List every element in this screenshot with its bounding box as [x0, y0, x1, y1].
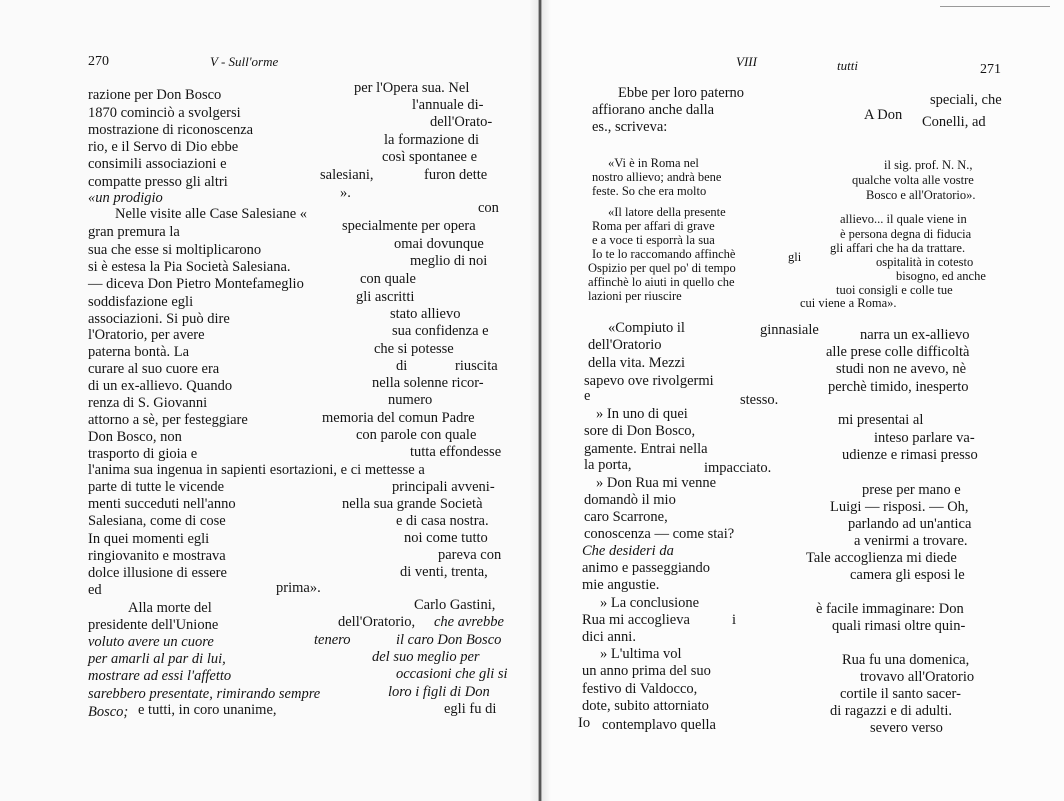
text-line: conoscenza — come stai?: [584, 526, 735, 542]
text-line: Salesiana, come di cose: [88, 513, 226, 529]
text-line: «Il latore della presente: [608, 205, 726, 219]
text-line: Rua fu una domenica,: [842, 652, 970, 668]
text-line: riuscita: [455, 358, 498, 374]
text-line: tuoi consigli e colle tue: [836, 283, 953, 297]
text-line: mostrare ad essi l'affetto: [88, 668, 232, 684]
text-line: curare al suo cuore era: [88, 361, 220, 377]
text-line: prima».: [276, 580, 321, 596]
text-line: un anno prima del suo: [582, 663, 711, 679]
text-line: 1870 cominciò a svolgersi: [88, 105, 241, 121]
text-line: «Compiuto il: [608, 320, 685, 336]
text-line: Rua mi accoglieva: [582, 612, 690, 628]
text-line: si è estesa la Pia Società Salesiana.: [88, 259, 291, 275]
text-line: Don Bosco, non: [88, 429, 182, 445]
text-line: la porta,: [584, 457, 632, 473]
text-line: associazioni. Si può dire: [88, 311, 230, 327]
text-line: di: [396, 358, 408, 374]
text-line: affiorano anche dalla: [592, 102, 715, 118]
text-line: Io te lo raccomando affinchè: [592, 247, 736, 261]
text-line: ».: [340, 185, 351, 201]
text-line: i: [732, 612, 737, 628]
text-line: Che desideri da: [582, 543, 674, 559]
text-line: bisogno, ed anche: [896, 269, 986, 283]
text-line: e: [584, 388, 591, 404]
text-line: omai dovunque: [394, 236, 484, 252]
book-gutter: [529, 0, 551, 801]
text-line: dell'Oratorio: [588, 337, 662, 353]
text-line: renza di S. Giovanni: [88, 395, 208, 411]
page-number-left: 270: [88, 54, 109, 69]
text-line: Alla morte del: [128, 600, 212, 616]
text-line: impacciato.: [704, 460, 772, 476]
text-line: es., scriveva:: [592, 119, 668, 135]
text-line: l'annuale di-: [412, 97, 484, 113]
right-page: [540, 0, 1064, 801]
running-head-right-chapter: VIII: [736, 54, 757, 69]
text-line: dell'Orato-: [430, 114, 493, 130]
text-line: A Don: [864, 107, 903, 123]
text-line: ospitalità in cotesto: [876, 255, 974, 269]
text-line: paterna bontà. La: [88, 344, 190, 360]
text-line: allievo... il quale viene in: [840, 212, 967, 226]
text-line: razione per Don Bosco: [88, 87, 222, 103]
text-line: Luigi — risposi. — Oh,: [830, 499, 969, 515]
text-line: stesso.: [740, 392, 779, 408]
text-line: la formazione di: [384, 132, 480, 148]
text-line: con parole con quale: [356, 427, 477, 443]
text-line: sua confidenza e: [392, 323, 489, 339]
text-line: l'anima sua ingenua in sapienti esortazioni, e ci mettesse a: [88, 462, 425, 478]
text-line: il caro Don Bosco: [396, 632, 502, 648]
text-line: mie angustie.: [582, 577, 660, 593]
text-line: pareva con: [438, 547, 502, 563]
text-line: con quale: [360, 271, 416, 287]
text-line: » Don Rua mi venne: [596, 475, 717, 491]
text-line: inteso parlare va-: [874, 430, 975, 446]
text-line: gli ascritti: [356, 289, 415, 305]
text-line: a venirmi a trovare.: [854, 533, 968, 549]
text-line: In quei momenti egli: [88, 531, 210, 547]
text-line: gli: [788, 250, 802, 264]
text-line: animo e passeggiando: [582, 560, 711, 576]
text-line: alle prese colle difficoltà: [826, 344, 970, 360]
text-line: Ebbe per loro paterno: [618, 85, 745, 101]
text-line: specialmente per opera: [342, 218, 476, 234]
text-line: ginnasiale: [760, 322, 819, 338]
running-head-right-word: tutti: [837, 58, 858, 73]
text-line: Conelli, ad: [922, 114, 986, 130]
text-line: furon dette: [424, 167, 488, 183]
text-line: compatte presso gli altri: [88, 174, 228, 190]
text-line: salesiani,: [320, 167, 374, 183]
text-line: dici anni.: [582, 629, 636, 645]
text-line: loro i figli di Don: [388, 684, 490, 700]
text-line: parte di tutte le vicende: [88, 479, 225, 495]
text-line: dolce illusione di essere: [88, 565, 227, 581]
scan-edge-line: [940, 6, 1050, 7]
text-line: domandò il mio: [584, 492, 676, 508]
text-line: gamente. Entrai nella: [584, 441, 708, 457]
text-line: » L'ultima vol: [600, 646, 682, 662]
text-line: il sig. prof. N. N.,: [884, 158, 973, 172]
text-line: Roma per affari di grave: [592, 219, 715, 233]
text-line: sua che esse si moltiplicarono: [88, 242, 262, 258]
text-line: e a voce ti esporrà la sua: [592, 233, 715, 247]
text-line: Nelle visite alle Case Salesiane «: [115, 206, 308, 222]
text-line: noi come tutto: [404, 530, 488, 546]
text-line: è persona degna di fiducia: [840, 227, 972, 241]
text-line: l'Oratorio, per avere: [88, 327, 205, 343]
text-line: Bosco;: [88, 704, 129, 720]
text-line: gli affari che ha da trattare.: [830, 241, 966, 255]
text-line: Tale accoglienza mi diede: [806, 550, 957, 566]
text-line: tutta effondesse: [410, 444, 502, 460]
text-line: mi presentai al: [838, 412, 924, 428]
text-line: Bosco e all'Oratorio».: [866, 188, 976, 202]
text-line: con: [478, 200, 499, 216]
text-line: occasioni che gli si: [396, 666, 508, 682]
text-line: qualche volta alle vostre: [852, 173, 974, 187]
text-line: sapevo ove rivolgermi: [584, 373, 714, 389]
text-line: cortile il santo sacer-: [840, 686, 961, 702]
text-line: che avrebbe: [434, 614, 504, 630]
text-line: tenero: [314, 632, 351, 648]
text-line: stato allievo: [390, 306, 461, 322]
text-line: soddisfazione egli: [88, 294, 194, 310]
text-line: udienze e rimasi presso: [842, 447, 978, 463]
text-line: meglio di noi: [410, 253, 488, 269]
text-line: caro Scarrone,: [584, 509, 668, 525]
text-line: sore di Don Bosco,: [584, 423, 696, 439]
text-line: così spontanee e: [382, 149, 478, 165]
text-line: che si potesse: [374, 341, 454, 357]
text-line: Carlo Gastini,: [414, 597, 496, 613]
running-head-left: V - Sull'orme: [210, 54, 279, 69]
text-line: di venti, trenta,: [400, 564, 488, 580]
text-line: prese per mano e: [862, 482, 961, 498]
text-line: » In uno di quei: [596, 406, 688, 422]
text-line: affinchè lo aiuti in quello che: [588, 275, 735, 289]
text-line: e tutti, in coro unanime,: [138, 702, 277, 718]
text-line: è facile immaginare: Don: [816, 601, 964, 617]
text-line: narra un ex-allievo: [860, 327, 970, 343]
text-line: festivo di Valdocco,: [582, 681, 698, 697]
text-line: cui viene a Roma».: [800, 296, 897, 310]
text-line: presidente dell'Unione: [88, 617, 219, 633]
text-line: egli fu di: [444, 701, 497, 717]
text-line: mostrazione di riconoscenza: [88, 122, 254, 138]
text-line: ringiovanito e mostrava: [88, 548, 226, 564]
text-line: quali rimasi oltre quin-: [832, 618, 966, 634]
text-line: nella sua grande Società: [342, 496, 483, 512]
text-line: di un ex-allievo. Quando: [88, 378, 233, 394]
text-line: della vita. Mezzi: [588, 355, 686, 371]
text-line: «Vi è in Roma nel: [608, 156, 699, 170]
text-line: attorno a sè, per festeggiare: [88, 412, 248, 428]
text-line: per amarli al par di lui,: [88, 651, 226, 667]
text-line: Io: [578, 715, 591, 731]
text-line: e di casa nostra.: [396, 513, 489, 529]
text-line: studi non ne avevo, nè: [836, 361, 967, 377]
text-line: gran premura la: [88, 224, 180, 240]
text-line: dell'Oratorio,: [338, 614, 416, 630]
text-line: parlando ad un'antica: [848, 516, 972, 532]
text-line: perchè timido, inesperto: [828, 379, 969, 395]
text-line: trasporto di gioia e: [88, 446, 198, 462]
text-line: voluto avere un cuore: [88, 634, 214, 650]
text-line: feste. So che era molto: [592, 184, 707, 198]
text-line: del suo meglio per: [372, 649, 480, 665]
text-line: speciali, che: [930, 92, 1002, 108]
text-line: consimili associazioni e: [88, 156, 227, 172]
text-line: dote, subito attorniato: [582, 698, 709, 714]
text-line: «un prodigio: [88, 190, 163, 206]
text-line: nella solenne ricor-: [372, 375, 484, 391]
text-line: menti succeduti nell'anno: [88, 496, 236, 512]
text-line: ed: [88, 582, 102, 598]
text-line: memoria del comun Padre: [322, 410, 475, 426]
text-line: severo verso: [870, 720, 943, 736]
text-line: numero: [388, 392, 433, 408]
text-line: di ragazzi e di adulti.: [830, 703, 952, 719]
text-line: » La conclusione: [600, 595, 700, 611]
text-line: Ospizio per quel po' di tempo: [588, 261, 736, 275]
text-line: per l'Opera sua. Nel: [354, 80, 470, 96]
page-number-right: 271: [980, 62, 1001, 77]
text-line: — diceva Don Pietro Montefameglio: [88, 276, 304, 292]
text-line: nostro allievo; andrà bene: [592, 170, 722, 184]
text-line: principali avveni-: [392, 479, 495, 495]
text-line: rio, e il Servo di Dio ebbe: [88, 139, 239, 155]
text-line: sarebbero presentate, rimirando sempre: [88, 686, 321, 702]
text-line: lazioni per riuscire: [588, 289, 682, 303]
text-line: contemplavo quella: [602, 717, 716, 733]
text-line: camera gli esposi le: [850, 567, 965, 583]
text-line: trovavo all'Oratorio: [860, 669, 975, 685]
